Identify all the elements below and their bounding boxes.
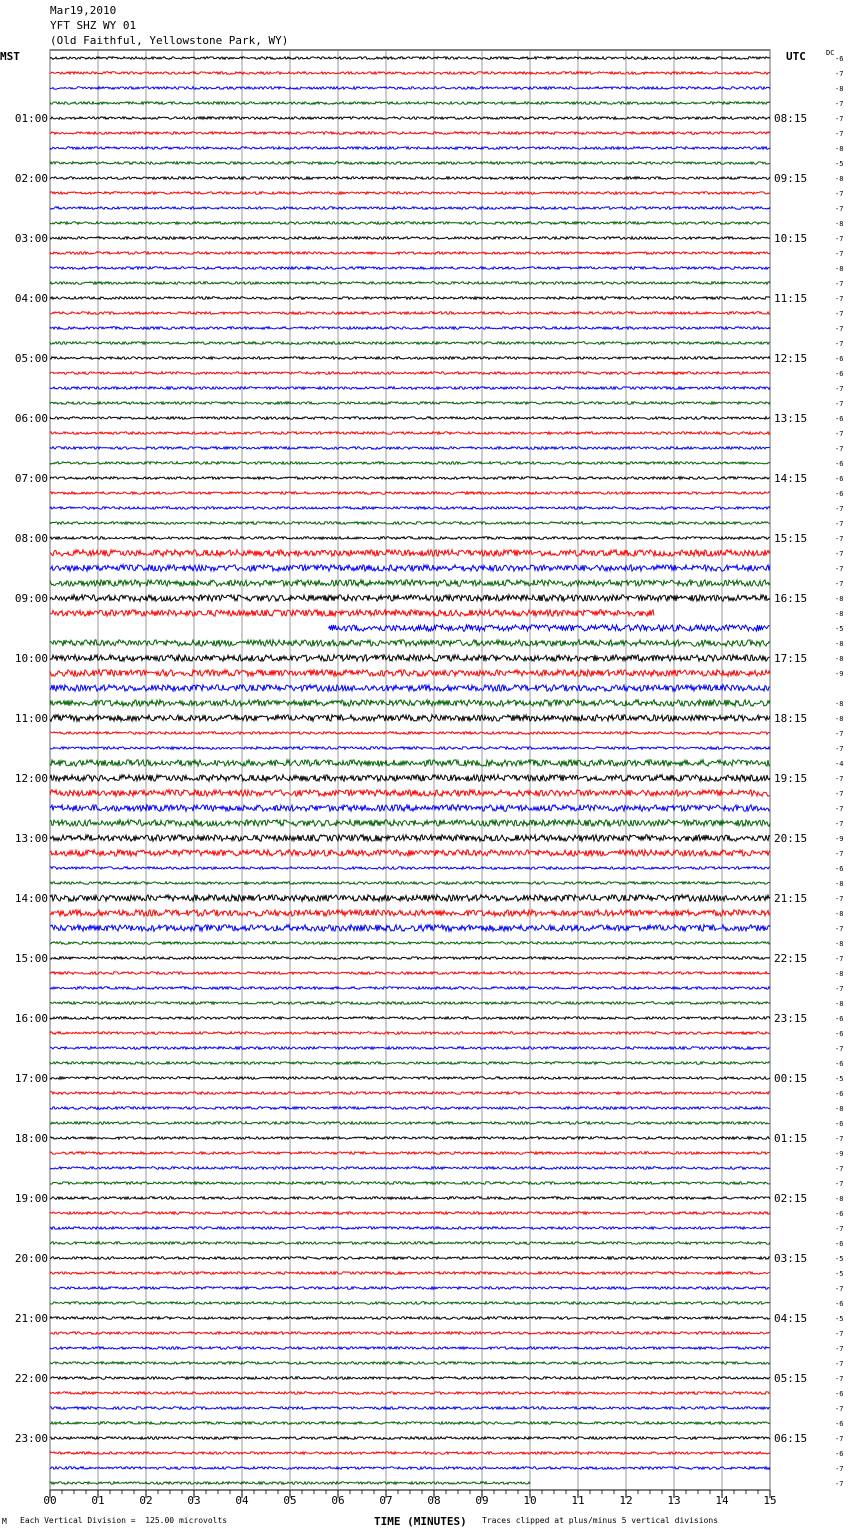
seismic-trace — [50, 492, 770, 495]
seismic-trace — [50, 655, 770, 661]
dc-offset: -8 — [835, 715, 844, 723]
dc-offset: -7 — [835, 205, 844, 213]
seismic-trace — [50, 477, 770, 480]
dc-offset: -7 — [835, 550, 844, 558]
dc-offset: -7 — [835, 1330, 844, 1338]
seismic-trace — [50, 342, 770, 345]
seismic-trace — [50, 327, 770, 330]
dc-offset: -8 — [835, 145, 844, 153]
seismic-trace — [50, 387, 770, 390]
utc-hour-label: 15:15 — [774, 532, 808, 545]
seismic-trace — [50, 1407, 770, 1410]
dc-offset: -7 — [835, 925, 844, 933]
seismic-trace — [50, 252, 770, 255]
mst-hour-label: 05:00 — [14, 352, 48, 365]
x-tick-label: 12 — [619, 1494, 633, 1507]
dc-offset: -7 — [835, 1165, 844, 1173]
mst-hour-label: 10:00 — [14, 652, 48, 665]
utc-hour-label: 03:15 — [774, 1252, 808, 1265]
x-tick-label: 04 — [235, 1494, 249, 1507]
mst-hour-label: 21:00 — [14, 1312, 48, 1325]
mst-hour-label: 17:00 — [14, 1072, 48, 1085]
seismic-trace — [50, 87, 770, 90]
seismic-trace — [50, 760, 770, 766]
seismic-trace — [50, 1377, 770, 1380]
dc-offset: -7 — [835, 1285, 844, 1293]
dc-offset: -6 — [835, 355, 844, 363]
dc-offset: -7 — [835, 430, 844, 438]
seismic-trace — [50, 1032, 770, 1035]
seismic-trace — [50, 1047, 770, 1050]
dc-offset: -7 — [835, 1135, 844, 1143]
seismic-trace — [50, 1137, 770, 1140]
seismic-trace — [50, 1422, 770, 1425]
mst-hour-label: 09:00 — [14, 592, 48, 605]
dc-offset: -6 — [835, 1120, 844, 1128]
seismic-trace — [50, 835, 770, 841]
mst-hour-label: 06:00 — [14, 412, 48, 425]
utc-hour-label: 12:15 — [774, 352, 808, 365]
utc-hour-label: 21:15 — [774, 892, 808, 905]
dc-offset: -5 — [835, 625, 844, 633]
seismic-trace — [50, 537, 770, 540]
dc-offset: -7 — [835, 985, 844, 993]
dc-offset: -8 — [835, 1195, 844, 1203]
utc-hour-label: 01:15 — [774, 1132, 808, 1145]
x-tick-label: 14 — [715, 1494, 729, 1507]
seismic-trace — [50, 670, 770, 676]
dc-offset: -7 — [835, 775, 844, 783]
seismic-trace — [50, 102, 770, 105]
dc-offset: -8 — [835, 610, 844, 618]
seismic-trace — [50, 192, 770, 195]
dc-offset: -7 — [835, 70, 844, 78]
dc-offset: -6 — [835, 1420, 844, 1428]
seismic-trace — [50, 432, 770, 435]
seismic-trace — [328, 625, 769, 631]
utc-hour-label: 17:15 — [774, 652, 808, 665]
x-tick-label: 13 — [667, 1494, 681, 1507]
dc-offset: -9 — [835, 835, 844, 843]
seismic-trace — [50, 1257, 770, 1260]
seismic-trace — [50, 507, 770, 510]
seismic-trace — [50, 1017, 770, 1020]
seismic-trace — [50, 57, 770, 60]
utc-hour-label: 18:15 — [774, 712, 808, 725]
dc-offset: -6 — [835, 1030, 844, 1038]
mst-hour-label: 11:00 — [14, 712, 48, 725]
mst-hour-label: 13:00 — [14, 832, 48, 845]
seismic-trace — [50, 595, 770, 601]
seismic-trace — [50, 1182, 770, 1185]
utc-hour-label: 08:15 — [774, 112, 808, 125]
dc-offset: -6 — [835, 370, 844, 378]
dc-offset: -7 — [835, 520, 844, 528]
seismic-trace — [50, 610, 654, 616]
dc-offset: -7 — [835, 1225, 844, 1233]
dc-offset: -4 — [835, 760, 844, 768]
dc-offset: -7 — [835, 1345, 844, 1353]
dc-offset: -8 — [835, 640, 844, 648]
dc-offset: -7 — [835, 505, 844, 513]
seismic-trace — [50, 312, 770, 315]
seismic-trace — [50, 72, 770, 75]
seismic-trace — [50, 1002, 770, 1005]
x-tick-label: 15 — [763, 1494, 777, 1507]
seismic-trace — [50, 1062, 770, 1065]
seismic-trace — [50, 132, 770, 135]
dc-offset: -6 — [835, 865, 844, 873]
dc-offset: -6 — [835, 1090, 844, 1098]
dc-offset: -7 — [835, 295, 844, 303]
dc-offset: -7 — [835, 730, 844, 738]
seismic-trace — [50, 447, 770, 450]
dc-offset: -7 — [835, 1375, 844, 1383]
mst-hour-label: 08:00 — [14, 532, 48, 545]
utc-hour-label: 04:15 — [774, 1312, 808, 1325]
mst-label: MST — [0, 50, 20, 63]
mst-hour-label: 12:00 — [14, 772, 48, 785]
seismic-trace — [50, 775, 770, 781]
dc-offset: -7 — [835, 385, 844, 393]
dc-offset: -6 — [835, 460, 844, 468]
seismic-trace — [50, 700, 770, 706]
footer-scale: Each Vertical Division = 125.00 microvolts — [20, 1516, 228, 1525]
utc-label: UTC — [786, 50, 806, 63]
mst-hour-label: 19:00 — [14, 1192, 48, 1205]
mst-hour-label: 07:00 — [14, 472, 48, 485]
seismic-trace — [50, 685, 770, 691]
dc-offset: -5 — [835, 1075, 844, 1083]
dc-offset: -6 — [835, 1240, 844, 1248]
seismic-trace — [50, 580, 770, 586]
dc-offset: -6 — [835, 475, 844, 483]
dc-offset: -7 — [835, 535, 844, 543]
seismic-trace — [50, 1437, 770, 1440]
utc-hour-label: 16:15 — [774, 592, 808, 605]
utc-hour-label: 19:15 — [774, 772, 808, 785]
seismic-trace — [50, 820, 770, 826]
dc-offset: -7 — [835, 235, 844, 243]
seismic-trace — [50, 867, 770, 870]
dc-offset: -6 — [835, 1300, 844, 1308]
seismic-trace — [50, 147, 770, 150]
dc-offset: -7 — [835, 1480, 844, 1488]
seismic-trace — [50, 1152, 770, 1155]
header-location: (Old Faithful, Yellowstone Park, WY) — [50, 34, 289, 47]
seismic-trace — [50, 565, 770, 571]
seismic-trace — [50, 1227, 770, 1230]
utc-hour-label: 22:15 — [774, 952, 808, 965]
dc-offset: -7 — [835, 820, 844, 828]
seismic-trace — [50, 282, 770, 285]
dc-offset: -7 — [835, 1045, 844, 1053]
dc-offset: -8 — [835, 1105, 844, 1113]
seismic-trace — [50, 1197, 770, 1200]
dc-offset: -8 — [835, 655, 844, 663]
x-tick-label: 09 — [475, 1494, 489, 1507]
dc-offset: -7 — [835, 310, 844, 318]
mst-hour-label: 15:00 — [14, 952, 48, 965]
utc-hour-label: 02:15 — [774, 1192, 808, 1205]
seismic-trace — [50, 522, 770, 525]
dc-offset: -6 — [835, 1060, 844, 1068]
dc-offset: -6 — [835, 1015, 844, 1023]
dc-offset: -7 — [835, 340, 844, 348]
seismic-trace — [50, 1347, 770, 1350]
dc-offset: -8 — [835, 265, 844, 273]
seismic-trace — [50, 882, 770, 885]
dc-offset: -8 — [835, 700, 844, 708]
mst-hour-label: 04:00 — [14, 292, 48, 305]
mst-hour-label: 20:00 — [14, 1252, 48, 1265]
seismic-trace — [50, 550, 770, 556]
dc-offset: -8 — [835, 880, 844, 888]
seismic-trace — [50, 895, 770, 901]
dc-offset: -8 — [835, 970, 844, 978]
dc-offset: -7 — [835, 1465, 844, 1473]
mst-hour-label: 01:00 — [14, 112, 48, 125]
dc-offset: -8 — [835, 1000, 844, 1008]
dc-offset: -7 — [835, 1180, 844, 1188]
mst-hour-label: 14:00 — [14, 892, 48, 905]
seismic-trace — [50, 1467, 770, 1470]
seismic-trace — [50, 462, 770, 465]
mst-hour-label: 03:00 — [14, 232, 48, 245]
utc-hour-label: 05:15 — [774, 1372, 808, 1385]
header-station: YFT SHZ WY 01 — [50, 19, 137, 32]
seismic-trace — [50, 805, 770, 811]
dc-offset: -5 — [835, 1255, 844, 1263]
mst-hour-label: 02:00 — [14, 172, 48, 185]
dc-offset: -7 — [835, 790, 844, 798]
seismic-trace — [50, 747, 770, 750]
dc-offset: -7 — [835, 895, 844, 903]
x-tick-label: 01 — [91, 1494, 105, 1507]
dc-offset: -8 — [835, 595, 844, 603]
seismic-trace — [50, 1362, 770, 1365]
dc-offset: -7 — [835, 955, 844, 963]
seismic-trace — [50, 297, 770, 300]
seismic-trace — [50, 715, 770, 721]
dc-offset: -8 — [835, 85, 844, 93]
dc-offset: -7 — [835, 580, 844, 588]
seismic-trace — [50, 957, 770, 960]
dc-offset: -6 — [835, 1450, 844, 1458]
x-tick-label: 05 — [283, 1494, 297, 1507]
seismic-trace — [50, 162, 770, 165]
seismic-trace — [50, 910, 770, 916]
seismic-trace — [50, 850, 770, 856]
dc-offset: -6 — [835, 490, 844, 498]
seismic-trace — [50, 222, 770, 225]
dc-offset: -8 — [835, 175, 844, 183]
footer-clip: Traces clipped at plus/minus 5 vertical divisions — [482, 1516, 719, 1525]
seismic-trace — [50, 1077, 770, 1080]
seismic-trace — [50, 987, 770, 990]
seismic-trace — [50, 1332, 770, 1335]
x-axis-label: TIME (MINUTES) — [374, 1515, 467, 1528]
dc-offset: -5 — [835, 1315, 844, 1323]
footer-marker: M — [2, 1517, 7, 1526]
x-tick-label: 02 — [139, 1494, 153, 1507]
seismic-trace — [50, 402, 770, 405]
seismic-trace — [50, 1392, 770, 1395]
utc-hour-label: 10:15 — [774, 232, 808, 245]
dc-offset: -6 — [835, 415, 844, 423]
x-tick-label: 10 — [523, 1494, 537, 1507]
seismic-trace — [50, 1302, 770, 1305]
seismic-trace — [50, 1122, 770, 1125]
utc-hour-label: 09:15 — [774, 172, 808, 185]
mst-hour-label: 22:00 — [14, 1372, 48, 1385]
mst-hour-label: 23:00 — [14, 1432, 48, 1445]
seismic-trace — [50, 1272, 770, 1275]
seismic-trace — [50, 1287, 770, 1290]
x-tick-label: 03 — [187, 1494, 201, 1507]
seismic-trace — [50, 357, 770, 360]
seismic-trace — [50, 1317, 770, 1320]
dc-offset: -7 — [835, 100, 844, 108]
seismic-trace — [50, 237, 770, 240]
dc-offset: -9 — [835, 670, 844, 678]
seismic-trace — [50, 372, 770, 375]
mst-hour-label: 16:00 — [14, 1012, 48, 1025]
dc-offset: -7 — [835, 1405, 844, 1413]
dc-label: DC — [826, 49, 835, 57]
dc-offset: -6 — [835, 55, 844, 63]
x-tick-label: 07 — [379, 1494, 393, 1507]
utc-hour-label: 14:15 — [774, 472, 808, 485]
dc-offset: -7 — [835, 1435, 844, 1443]
dc-offset: -5 — [835, 1270, 844, 1278]
dc-offset: -7 — [835, 805, 844, 813]
seismic-trace — [50, 267, 770, 270]
utc-hour-label: 00:15 — [774, 1072, 808, 1085]
utc-hour-label: 06:15 — [774, 1432, 808, 1445]
seismic-trace — [50, 177, 770, 180]
dc-offset: -7 — [835, 280, 844, 288]
x-tick-label: 08 — [427, 1494, 441, 1507]
dc-offset: -7 — [835, 115, 844, 123]
seismic-trace — [50, 1107, 770, 1110]
seismic-trace — [50, 117, 770, 120]
dc-offset: -7 — [835, 325, 844, 333]
seismic-trace — [50, 1452, 770, 1455]
dc-offset: -7 — [835, 400, 844, 408]
dc-offset: -7 — [835, 190, 844, 198]
dc-offset: -7 — [835, 565, 844, 573]
seismic-trace — [50, 942, 770, 945]
dc-offset: -6 — [835, 1210, 844, 1218]
mst-hour-label: 18:00 — [14, 1132, 48, 1145]
header-date: Mar19,2010 — [50, 4, 117, 17]
dc-offset: -7 — [835, 130, 844, 138]
dc-offset: -7 — [835, 445, 844, 453]
dc-offset: -9 — [835, 1150, 844, 1158]
seismic-trace — [50, 640, 770, 646]
x-tick-label: 00 — [43, 1494, 57, 1507]
x-tick-label: 06 — [331, 1494, 345, 1507]
seismic-trace — [50, 1167, 770, 1170]
dc-offset: -7 — [835, 745, 844, 753]
seismic-trace — [50, 417, 770, 420]
seismic-trace — [50, 1092, 770, 1095]
seismic-trace — [50, 972, 770, 975]
utc-hour-label: 13:15 — [774, 412, 808, 425]
utc-hour-label: 20:15 — [774, 832, 808, 845]
seismic-trace — [50, 1212, 770, 1215]
dc-offset: -6 — [835, 1390, 844, 1398]
dc-offset: -8 — [835, 910, 844, 918]
utc-hour-label: 23:15 — [774, 1012, 808, 1025]
dc-offset: -8 — [835, 220, 844, 228]
seismic-trace — [50, 732, 770, 735]
seismic-trace — [50, 790, 770, 796]
dc-offset: -7 — [835, 850, 844, 858]
seismic-trace — [50, 925, 770, 931]
x-tick-label: 11 — [571, 1494, 585, 1507]
dc-offset: -5 — [835, 160, 844, 168]
dc-offset: -7 — [835, 250, 844, 258]
dc-offset: -8 — [835, 940, 844, 948]
seismic-trace — [50, 207, 770, 210]
seismic-trace — [50, 1242, 770, 1245]
utc-hour-label: 11:15 — [774, 292, 808, 305]
dc-offset: -7 — [835, 1360, 844, 1368]
